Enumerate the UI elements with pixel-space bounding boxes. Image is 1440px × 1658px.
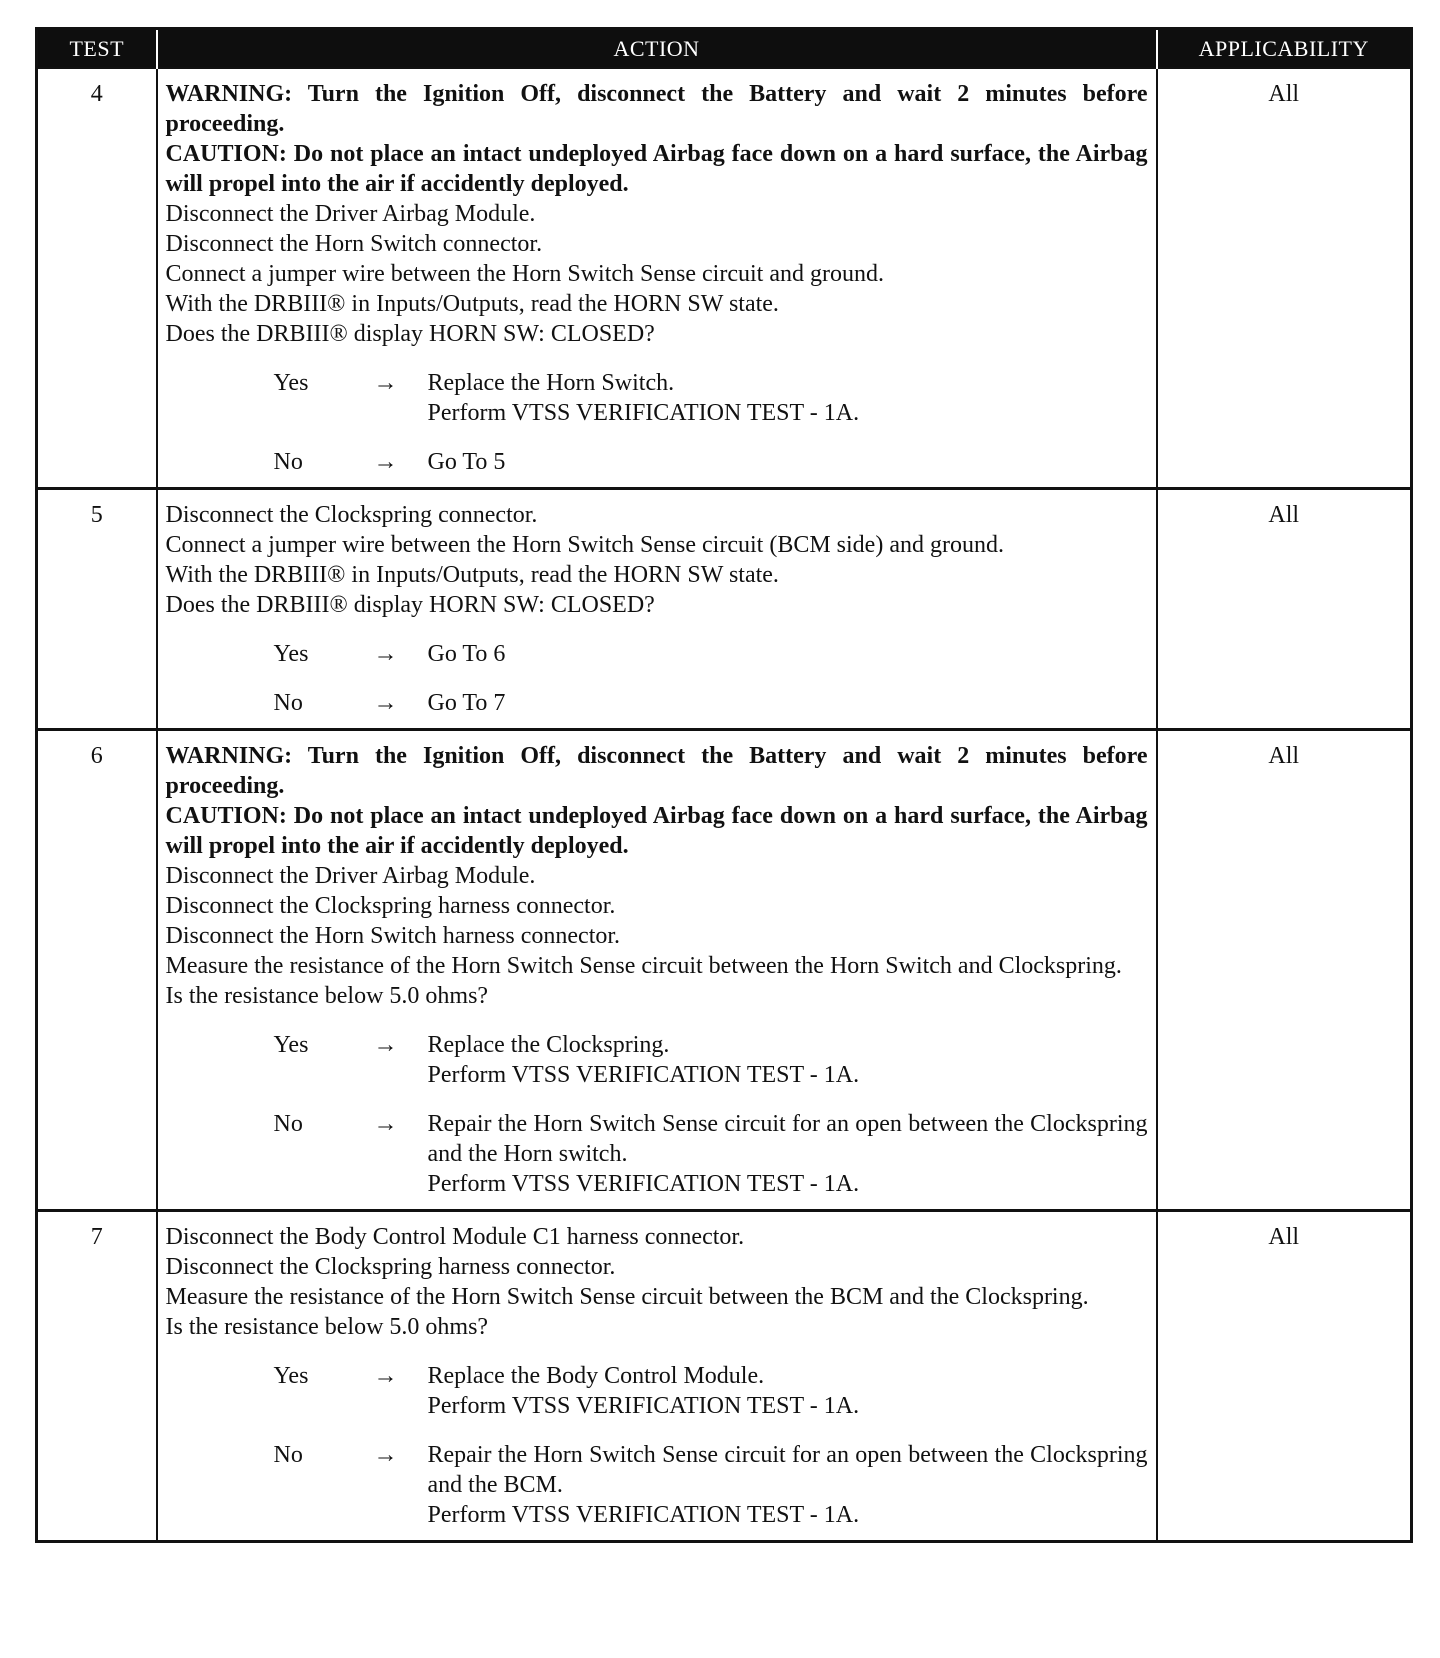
- answer-yes: [166, 1361, 1148, 1421]
- diagnostic-document: [35, 27, 1410, 1543]
- instruction-line: Disconnect the Driver Airbag Module.: [165, 863, 536, 889]
- instruction-line: Measure the resistance of the Horn Switch Sense circuit between the BCM and the Clockspring.: [165, 1284, 1089, 1310]
- answer-no: [166, 1440, 1148, 1530]
- header-test: TEST: [37, 29, 157, 69]
- answer-result-line: Repair the Horn Switch Sense circuit for an open between the Clockspring and the BCM.: [427, 1442, 1148, 1498]
- answer-no: [166, 688, 1148, 718]
- instruction-line: Disconnect the Horn Switch harness connector.: [165, 923, 621, 949]
- instruction-line: With the DRBIII® in Inputs/Outputs, read the HORN SW state.: [165, 291, 779, 317]
- answer-no: [166, 1109, 1148, 1199]
- table-row: [37, 1211, 1412, 1542]
- instruction-line: Disconnect the Body Control Module C1 harness connector.: [165, 1224, 745, 1250]
- caution-text: CAUTION: Do not place an intact undeployed Airbag face down on a hard surface, the Airbag will propel into the air if accidently deployed.: [165, 803, 1148, 859]
- answer-label: Yes: [273, 1363, 309, 1389]
- arrow-right-icon: →: [373, 1442, 398, 1468]
- answer-result-line: Go To 6: [427, 641, 506, 667]
- applicability-cell: All: [1157, 489, 1412, 730]
- answer-result-line: Perform VTSS VERIFICATION TEST - 1A.: [427, 1171, 860, 1197]
- test-number: 4: [37, 68, 157, 489]
- answer-result: [428, 639, 1148, 669]
- test-number: 6: [37, 730, 157, 1211]
- answer-no: [166, 447, 1148, 477]
- test-number: 7: [37, 1211, 157, 1542]
- instruction-line: Disconnect the Clockspring harness connector.: [165, 1254, 616, 1280]
- table-body: [37, 68, 1412, 1542]
- arrow-right-icon: →: [373, 370, 398, 396]
- table-row: [37, 68, 1412, 489]
- answer-label: No: [273, 449, 303, 475]
- instruction-line: Does the DRBIII® display HORN SW: CLOSED?: [165, 592, 655, 618]
- instruction-line: Disconnect the Clockspring harness connector.: [165, 893, 616, 919]
- answer-result-line: Perform VTSS VERIFICATION TEST - 1A.: [427, 400, 860, 426]
- instruction-line: Disconnect the Horn Switch connector.: [165, 231, 543, 257]
- answer-result: [428, 1361, 1148, 1421]
- instruction-line: With the DRBIII® in Inputs/Outputs, read the HORN SW state.: [165, 562, 779, 588]
- action-cell: [157, 68, 1157, 489]
- table-header: [37, 29, 1412, 69]
- arrow-right-icon: →: [373, 690, 398, 716]
- arrow-right-icon: →: [373, 1032, 398, 1058]
- test-number: 5: [37, 489, 157, 730]
- answer-label: Yes: [273, 1032, 309, 1058]
- instruction-line: Measure the resistance of the Horn Switch Sense circuit between the Horn Switch and Clockspring.: [165, 953, 1122, 979]
- applicability-cell: All: [1157, 730, 1412, 1211]
- answer-result-line: Perform VTSS VERIFICATION TEST - 1A.: [427, 1062, 860, 1088]
- arrow-right-icon: →: [373, 1111, 398, 1137]
- arrow-right-icon: →: [373, 449, 398, 475]
- header-action: ACTION: [157, 29, 1157, 69]
- answer-result: [428, 368, 1148, 428]
- answer-yes: [166, 639, 1148, 669]
- instruction-line: Is the resistance below 5.0 ohms?: [165, 1314, 489, 1340]
- applicability-cell: All: [1157, 68, 1412, 489]
- arrow-right-icon: →: [373, 641, 398, 667]
- warning-text: WARNING: Turn the Ignition Off, disconnect the Battery and wait 2 minutes before proceeding.: [165, 743, 1148, 799]
- answer-result: [428, 1030, 1148, 1090]
- answer-result-line: Replace the Horn Switch.: [427, 370, 675, 396]
- caution-text: CAUTION: Do not place an intact undeployed Airbag face down on a hard surface, the Airbag will propel into the air if accidently deployed.: [165, 141, 1148, 197]
- answer-result-line: Go To 5: [427, 449, 506, 475]
- header-applicability: APPLICABILITY: [1157, 29, 1412, 69]
- instruction-line: Disconnect the Clockspring connector.: [165, 502, 538, 528]
- instruction-line: Is the resistance below 5.0 ohms?: [165, 983, 489, 1009]
- answer-result: [428, 688, 1148, 718]
- action-cell: [157, 1211, 1157, 1542]
- answer-label: Yes: [273, 370, 309, 396]
- instruction-line: Connect a jumper wire between the Horn Switch Sense circuit (BCM side) and ground.: [165, 532, 1004, 558]
- action-cell: [157, 730, 1157, 1211]
- answer-result: [428, 1109, 1148, 1199]
- answer-label: Yes: [273, 641, 309, 667]
- answer-label: No: [273, 1442, 303, 1468]
- answer-yes: [166, 368, 1148, 428]
- warning-text: WARNING: Turn the Ignition Off, disconnect the Battery and wait 2 minutes before proceeding.: [165, 81, 1148, 137]
- instruction-line: Does the DRBIII® display HORN SW: CLOSED?: [165, 321, 655, 347]
- diagnostic-table: [35, 27, 1413, 1543]
- applicability-cell: All: [1157, 1211, 1412, 1542]
- answer-result-line: Go To 7: [427, 690, 506, 716]
- answer-result: [428, 1440, 1148, 1530]
- answer-result-line: Perform VTSS VERIFICATION TEST - 1A.: [427, 1502, 860, 1528]
- table-row: [37, 489, 1412, 730]
- instruction-line: Disconnect the Driver Airbag Module.: [165, 201, 536, 227]
- table-row: [37, 730, 1412, 1211]
- answer-result-line: Repair the Horn Switch Sense circuit for an open between the Clockspring and the Horn switch.: [427, 1111, 1148, 1167]
- answer-result-line: Replace the Body Control Module.: [427, 1363, 765, 1389]
- answer-result-line: Replace the Clockspring.: [427, 1032, 670, 1058]
- answer-label: No: [273, 690, 303, 716]
- instruction-line: Connect a jumper wire between the Horn Switch Sense circuit and ground.: [165, 261, 884, 287]
- action-cell: [157, 489, 1157, 730]
- answer-label: No: [273, 1111, 303, 1137]
- answer-result-line: Perform VTSS VERIFICATION TEST - 1A.: [427, 1393, 860, 1419]
- answer-yes: [166, 1030, 1148, 1090]
- arrow-right-icon: →: [373, 1363, 398, 1389]
- answer-result: [428, 447, 1148, 477]
